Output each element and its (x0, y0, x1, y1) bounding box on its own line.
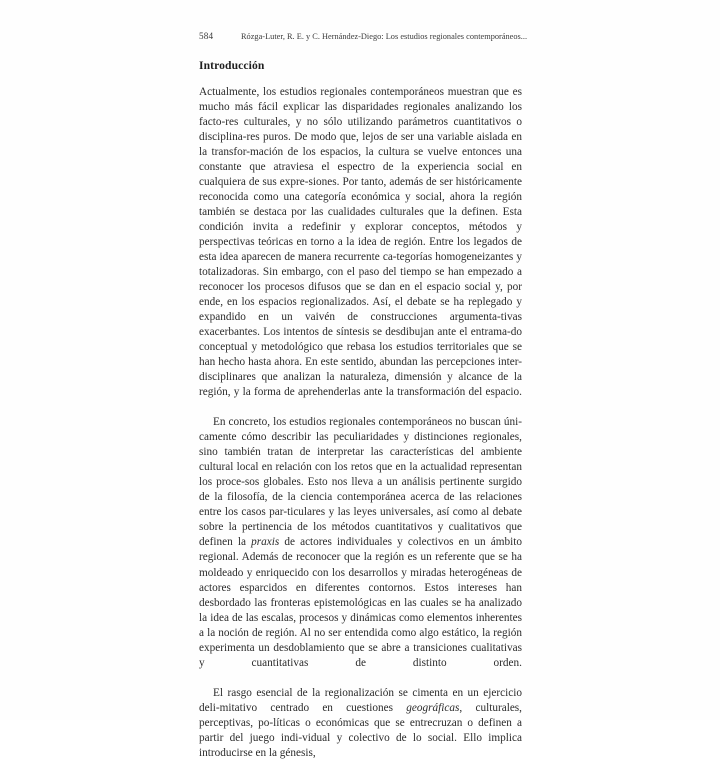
running-head-title: Rózga-Luter, R. E. y C. Hernández-Diego: Los estudios regionales contemporáneos... (241, 32, 528, 41)
body-paragraph: En concreto, los estudios regionales contemporáneos no buscan úni-camente cómo describir las peculiaridades y distinciones regionales, sino también tratan de interpretar las características del ambiente cultural local en relación con los retos que en la actualidad representan los proce-sos globales. Esto nos lleva a un análisis pertinente surgido de la filosofía, de la ciencia contemporánea acerca de las relaciones entre los casos par-ticulares y las leyes universales, así como al debate sobre la pertinencia de los métodos cuantitativos y cualitativos que definen la praxis de actores individuales y colectivos en un ámbito regional. Además de reconocer que la región es un referente que se ha moldeado y enriquecido con los desarrollos y miradas heterogéneas de actores esparcidos en diferentes contornos. Estos intereses han desbordado las fronteras epistemológicas en las cuales se ha analizado la idea de las escalas, procesos y dinámicas como elementos inherentes a la noción de región. Al no ser entendida como algo estático, la región experimenta un desdoblamiento que se abre a transiciones cualitativas y cuantitativas de distinto orden. (199, 416, 522, 669)
body-paragraph: El rasgo esencial de la regionalización se cimenta en un ejercicio deli-mitativo centrado en cuestiones geográficas, culturales, perceptivas, po-líticas o económicas que se entrecruzan o definen a partir del juego indi-vidual y colectivo de lo social. Ello implica introducirse en la génesis, (199, 686, 522, 759)
page-folio-number: 584 (199, 31, 214, 41)
body-text-column (199, 85, 522, 761)
body-paragraph: Actualmente, los estudios regionales contemporáneos muestran que es mucho más fácil explicar las disparidades regionales analizando los facto-res culturales, y no sólo utilizando parámetros cuantitativos o disciplina-res puros. De modo que, lejos de ser una variable aislada en la transfor-mación de los espacios, la cultura se vuelve entonces una constante que atraviesa el espectro de la experiencia social en cualquiera de sus expre-siones. Por tanto, además de ser históricamente reconocida como una categoría económica y social, ahora la región también se destaca por las cualidades culturales que la definen. Esta condición invita a redefinir y explorar conceptos, métodos y perspectivas teóricas en torno a la idea de región. Entre los legados de esta idea aparecen de manera recurrente ca-tegorías homogeneizantes y totalizadoras. Sin embargo, con el paso del tiempo se han empezado a reconocer los procesos difusos que se dan en el espacio social y, por ende, en los espacios regionalizados. Así, el debate se ha replegado y expandido en un vaivén de construcciones argumenta-tivas exacerbantes. Los intentos de síntesis se desdibujan ante el entrama-do conceptual y metodológico que rebasa los estudios territoriales que se han hecho hasta ahora. En este sentido, abundan las percepciones inter-disciplinares que analizan la naturaleza, dimensión y alcance de la región, y la forma de aprehenderlas ante la transformación del espacio. (199, 86, 522, 399)
running-head (199, 31, 528, 45)
section-heading-introduccion: Introducción (199, 59, 265, 72)
